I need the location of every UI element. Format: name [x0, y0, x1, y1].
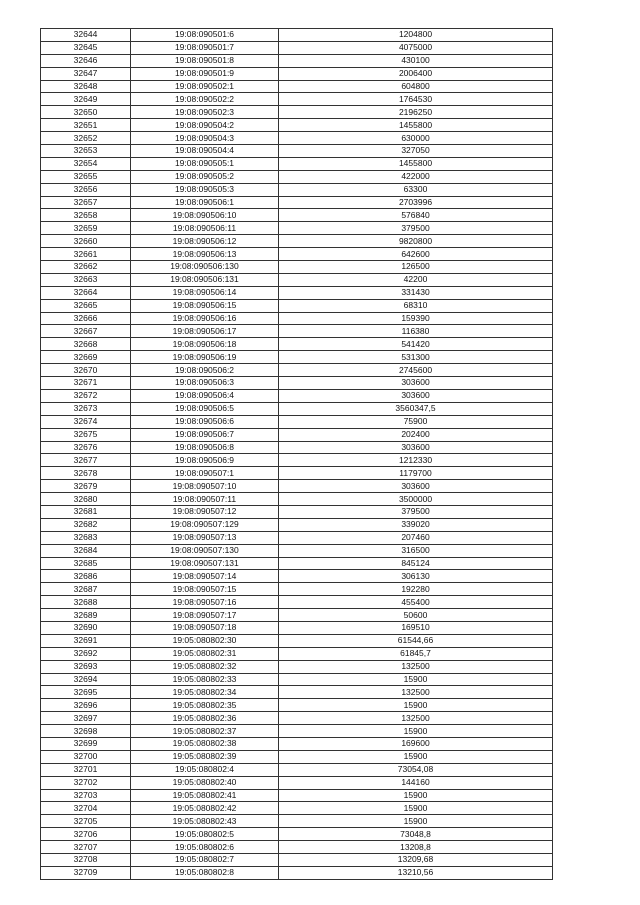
cadastral-number-cell: 19:05:080802:33 — [131, 673, 279, 686]
table-row — [41, 209, 553, 222]
row-number-cell: 32675 — [41, 428, 131, 441]
row-number-cell: 32662 — [41, 261, 131, 274]
cadastral-number-cell: 19:05:080802:41 — [131, 789, 279, 802]
table-row — [41, 480, 553, 493]
value-cell: 144160 — [279, 776, 553, 789]
row-number-cell: 32674 — [41, 415, 131, 428]
row-number-cell: 32693 — [41, 660, 131, 673]
row-number-cell: 32673 — [41, 402, 131, 415]
value-cell: 9820800 — [279, 235, 553, 248]
value-cell: 126500 — [279, 261, 553, 274]
row-number-cell: 32663 — [41, 273, 131, 286]
table-row — [41, 660, 553, 673]
table-row — [41, 815, 553, 828]
cadastral-number-cell: 19:08:090504:4 — [131, 145, 279, 158]
row-number-cell: 32649 — [41, 93, 131, 106]
table-row — [41, 828, 553, 841]
table-row — [41, 441, 553, 454]
cadastral-number-cell: 19:08:090506:2 — [131, 364, 279, 377]
cadastral-number-cell: 19:08:090507:14 — [131, 570, 279, 583]
cadastral-number-cell: 19:08:090506:3 — [131, 377, 279, 390]
cadastral-number-cell: 19:08:090506:15 — [131, 299, 279, 312]
row-number-cell: 32684 — [41, 544, 131, 557]
value-cell: 642600 — [279, 248, 553, 261]
row-number-cell: 32705 — [41, 815, 131, 828]
row-number-cell: 32653 — [41, 145, 131, 158]
value-cell: 1455800 — [279, 119, 553, 132]
row-number-cell: 32703 — [41, 789, 131, 802]
value-cell: 61845,7 — [279, 647, 553, 660]
row-number-cell: 32658 — [41, 209, 131, 222]
table-row — [41, 132, 553, 145]
row-number-cell: 32651 — [41, 119, 131, 132]
cadastral-number-cell: 19:08:090507:12 — [131, 505, 279, 518]
table-row — [41, 686, 553, 699]
table-row — [41, 299, 553, 312]
table-row — [41, 712, 553, 725]
cadastral-number-cell: 19:08:090506:6 — [131, 415, 279, 428]
cadastral-number-cell: 19:08:090507:15 — [131, 583, 279, 596]
row-number-cell: 32706 — [41, 828, 131, 841]
table-row — [41, 67, 553, 80]
table-row — [41, 428, 553, 441]
cadastral-number-cell: 19:08:090502:2 — [131, 93, 279, 106]
table-body — [41, 29, 553, 880]
table-row — [41, 93, 553, 106]
value-cell: 202400 — [279, 428, 553, 441]
row-number-cell: 32679 — [41, 480, 131, 493]
row-number-cell: 32661 — [41, 248, 131, 261]
cadastral-number-cell: 19:08:090506:10 — [131, 209, 279, 222]
row-number-cell: 32652 — [41, 132, 131, 145]
table-row — [41, 364, 553, 377]
cadastral-number-cell: 19:08:090504:3 — [131, 132, 279, 145]
value-cell: 132500 — [279, 660, 553, 673]
cadastral-value-table — [40, 28, 553, 880]
table-row — [41, 41, 553, 54]
value-cell: 73048,8 — [279, 828, 553, 841]
table-row — [41, 235, 553, 248]
cadastral-number-cell: 19:08:090506:130 — [131, 261, 279, 274]
row-number-cell: 32702 — [41, 776, 131, 789]
cadastral-number-cell: 19:05:080802:40 — [131, 776, 279, 789]
table-row — [41, 634, 553, 647]
row-number-cell: 32669 — [41, 351, 131, 364]
value-cell: 379500 — [279, 505, 553, 518]
value-cell: 68310 — [279, 299, 553, 312]
cadastral-number-cell: 19:08:090501:6 — [131, 29, 279, 42]
value-cell: 50600 — [279, 609, 553, 622]
table-row — [41, 106, 553, 119]
value-cell: 15900 — [279, 750, 553, 763]
table-row — [41, 157, 553, 170]
row-number-cell: 32656 — [41, 183, 131, 196]
value-cell: 1212330 — [279, 454, 553, 467]
table-row — [41, 286, 553, 299]
value-cell: 630000 — [279, 132, 553, 145]
table-row — [41, 145, 553, 158]
cadastral-number-cell: 19:08:090505:2 — [131, 170, 279, 183]
value-cell: 75900 — [279, 415, 553, 428]
cadastral-number-cell: 19:05:080802:4 — [131, 763, 279, 776]
value-cell: 1455800 — [279, 157, 553, 170]
row-number-cell: 32682 — [41, 518, 131, 531]
row-number-cell: 32707 — [41, 841, 131, 854]
row-number-cell: 32691 — [41, 634, 131, 647]
value-cell: 169510 — [279, 621, 553, 634]
table-row — [41, 248, 553, 261]
cadastral-number-cell: 19:08:090506:14 — [131, 286, 279, 299]
table-row — [41, 802, 553, 815]
table-row — [41, 725, 553, 738]
table-row — [41, 737, 553, 750]
cadastral-number-cell: 19:08:090507:1 — [131, 467, 279, 480]
row-number-cell: 32688 — [41, 596, 131, 609]
table-row — [41, 170, 553, 183]
row-number-cell: 32681 — [41, 505, 131, 518]
cadastral-number-cell: 19:08:090501:9 — [131, 67, 279, 80]
cadastral-number-cell: 19:05:080802:39 — [131, 750, 279, 763]
row-number-cell: 32676 — [41, 441, 131, 454]
row-number-cell: 32648 — [41, 80, 131, 93]
cadastral-number-cell: 19:08:090506:18 — [131, 338, 279, 351]
value-cell: 303600 — [279, 389, 553, 402]
table-row — [41, 338, 553, 351]
value-cell: 430100 — [279, 54, 553, 67]
table-row — [41, 415, 553, 428]
row-number-cell: 32665 — [41, 299, 131, 312]
row-number-cell: 32646 — [41, 54, 131, 67]
cadastral-number-cell: 19:05:080802:37 — [131, 725, 279, 738]
cadastral-number-cell: 19:05:080802:38 — [131, 737, 279, 750]
row-number-cell: 32667 — [41, 325, 131, 338]
cadastral-number-cell: 19:05:080802:36 — [131, 712, 279, 725]
row-number-cell: 32644 — [41, 29, 131, 42]
row-number-cell: 32650 — [41, 106, 131, 119]
value-cell: 132500 — [279, 712, 553, 725]
row-number-cell: 32694 — [41, 673, 131, 686]
row-number-cell: 32704 — [41, 802, 131, 815]
table-row — [41, 389, 553, 402]
row-number-cell: 32700 — [41, 750, 131, 763]
row-number-cell: 32666 — [41, 312, 131, 325]
table-row — [41, 647, 553, 660]
value-cell: 541420 — [279, 338, 553, 351]
cadastral-number-cell: 19:08:090506:16 — [131, 312, 279, 325]
value-cell: 159390 — [279, 312, 553, 325]
cadastral-number-cell: 19:08:090506:9 — [131, 454, 279, 467]
table-row — [41, 750, 553, 763]
value-cell: 422000 — [279, 170, 553, 183]
value-cell: 331430 — [279, 286, 553, 299]
table-row — [41, 570, 553, 583]
value-cell: 3560347,5 — [279, 402, 553, 415]
row-number-cell: 32680 — [41, 493, 131, 506]
table-row — [41, 699, 553, 712]
value-cell: 2006400 — [279, 67, 553, 80]
table-row — [41, 557, 553, 570]
table-row — [41, 54, 553, 67]
table-row — [41, 596, 553, 609]
row-number-cell: 32677 — [41, 454, 131, 467]
table-row — [41, 505, 553, 518]
table-row — [41, 789, 553, 802]
cadastral-number-cell: 19:05:080802:43 — [131, 815, 279, 828]
table-row — [41, 493, 553, 506]
cadastral-number-cell: 19:08:090507:17 — [131, 609, 279, 622]
row-number-cell: 32689 — [41, 609, 131, 622]
value-cell: 1204800 — [279, 29, 553, 42]
table-row — [41, 183, 553, 196]
value-cell: 2703996 — [279, 196, 553, 209]
cadastral-number-cell: 19:05:080802:6 — [131, 841, 279, 854]
row-number-cell: 32657 — [41, 196, 131, 209]
row-number-cell: 32645 — [41, 41, 131, 54]
row-number-cell: 32654 — [41, 157, 131, 170]
value-cell: 303600 — [279, 377, 553, 390]
value-cell: 192280 — [279, 583, 553, 596]
cadastral-number-cell: 19:08:090506:1 — [131, 196, 279, 209]
table-row — [41, 351, 553, 364]
cadastral-number-cell: 19:08:090506:5 — [131, 402, 279, 415]
cadastral-number-cell: 19:08:090507:10 — [131, 480, 279, 493]
value-cell: 604800 — [279, 80, 553, 93]
table-row — [41, 673, 553, 686]
value-cell: 303600 — [279, 441, 553, 454]
table-row — [41, 544, 553, 557]
cadastral-number-cell: 19:08:090507:16 — [131, 596, 279, 609]
cadastral-number-cell: 19:05:080802:31 — [131, 647, 279, 660]
cadastral-number-cell: 19:08:090507:11 — [131, 493, 279, 506]
cadastral-number-cell: 19:08:090507:18 — [131, 621, 279, 634]
row-number-cell: 32671 — [41, 377, 131, 390]
value-cell: 1764530 — [279, 93, 553, 106]
value-cell: 15900 — [279, 673, 553, 686]
value-cell: 303600 — [279, 480, 553, 493]
value-cell: 531300 — [279, 351, 553, 364]
cadastral-number-cell: 19:08:090502:1 — [131, 80, 279, 93]
row-number-cell: 32683 — [41, 531, 131, 544]
value-cell: 845124 — [279, 557, 553, 570]
row-number-cell: 32698 — [41, 725, 131, 738]
table-row — [41, 454, 553, 467]
value-cell: 13210,56 — [279, 866, 553, 879]
row-number-cell: 32686 — [41, 570, 131, 583]
value-cell: 13209,68 — [279, 854, 553, 867]
value-cell: 2745600 — [279, 364, 553, 377]
table-row — [41, 273, 553, 286]
value-cell: 576840 — [279, 209, 553, 222]
row-number-cell: 32647 — [41, 67, 131, 80]
row-number-cell: 32692 — [41, 647, 131, 660]
cadastral-number-cell: 19:05:080802:5 — [131, 828, 279, 841]
row-number-cell: 32655 — [41, 170, 131, 183]
value-cell: 132500 — [279, 686, 553, 699]
row-number-cell: 32697 — [41, 712, 131, 725]
row-number-cell: 32678 — [41, 467, 131, 480]
table-row — [41, 776, 553, 789]
table-row — [41, 312, 553, 325]
table-row — [41, 196, 553, 209]
table-row — [41, 119, 553, 132]
table-row — [41, 854, 553, 867]
table-row — [41, 261, 553, 274]
cadastral-number-cell: 19:08:090506:11 — [131, 222, 279, 235]
value-cell: 15900 — [279, 789, 553, 802]
table-row — [41, 763, 553, 776]
cadastral-number-cell: 19:05:080802:30 — [131, 634, 279, 647]
value-cell: 379500 — [279, 222, 553, 235]
table-row — [41, 325, 553, 338]
table-row — [41, 583, 553, 596]
row-number-cell: 32708 — [41, 854, 131, 867]
cadastral-number-cell: 19:08:090507:13 — [131, 531, 279, 544]
table-row — [41, 222, 553, 235]
value-cell: 15900 — [279, 802, 553, 815]
value-cell: 15900 — [279, 815, 553, 828]
value-cell: 3500000 — [279, 493, 553, 506]
value-cell: 61544,66 — [279, 634, 553, 647]
table-row — [41, 80, 553, 93]
table-row — [41, 609, 553, 622]
row-number-cell: 32659 — [41, 222, 131, 235]
value-cell: 116380 — [279, 325, 553, 338]
table-row — [41, 29, 553, 42]
table-row — [41, 531, 553, 544]
cadastral-number-cell: 19:08:090506:12 — [131, 235, 279, 248]
cadastral-number-cell: 19:05:080802:8 — [131, 866, 279, 879]
value-cell: 1179700 — [279, 467, 553, 480]
value-cell: 15900 — [279, 725, 553, 738]
row-number-cell: 32696 — [41, 699, 131, 712]
cadastral-number-cell: 19:05:080802:7 — [131, 854, 279, 867]
value-cell: 327050 — [279, 145, 553, 158]
row-number-cell: 32709 — [41, 866, 131, 879]
cadastral-number-cell: 19:08:090506:19 — [131, 351, 279, 364]
cadastral-number-cell: 19:08:090506:13 — [131, 248, 279, 261]
cadastral-number-cell: 19:08:090501:8 — [131, 54, 279, 67]
row-number-cell: 32660 — [41, 235, 131, 248]
row-number-cell: 32685 — [41, 557, 131, 570]
row-number-cell: 32672 — [41, 389, 131, 402]
table-row — [41, 402, 553, 415]
value-cell: 169600 — [279, 737, 553, 750]
row-number-cell: 32668 — [41, 338, 131, 351]
value-cell: 13208,8 — [279, 841, 553, 854]
table-row — [41, 866, 553, 879]
cadastral-number-cell: 19:08:090506:7 — [131, 428, 279, 441]
value-cell: 306130 — [279, 570, 553, 583]
value-cell: 316500 — [279, 544, 553, 557]
value-cell: 73054,08 — [279, 763, 553, 776]
value-cell: 63300 — [279, 183, 553, 196]
row-number-cell: 32690 — [41, 621, 131, 634]
value-cell: 2196250 — [279, 106, 553, 119]
cadastral-number-cell: 19:08:090501:7 — [131, 41, 279, 54]
cadastral-number-cell: 19:05:080802:32 — [131, 660, 279, 673]
cadastral-number-cell: 19:05:080802:35 — [131, 699, 279, 712]
table-row — [41, 377, 553, 390]
cadastral-number-cell: 19:08:090504:2 — [131, 119, 279, 132]
table-row — [41, 621, 553, 634]
row-number-cell: 32701 — [41, 763, 131, 776]
row-number-cell: 32699 — [41, 737, 131, 750]
cadastral-number-cell: 19:08:090502:3 — [131, 106, 279, 119]
value-cell: 207460 — [279, 531, 553, 544]
row-number-cell: 32695 — [41, 686, 131, 699]
value-cell: 339020 — [279, 518, 553, 531]
cadastral-number-cell: 19:08:090505:3 — [131, 183, 279, 196]
cadastral-number-cell: 19:05:080802:34 — [131, 686, 279, 699]
table-row — [41, 841, 553, 854]
cadastral-number-cell: 19:08:090505:1 — [131, 157, 279, 170]
value-cell: 455400 — [279, 596, 553, 609]
cadastral-number-cell: 19:08:090506:8 — [131, 441, 279, 454]
cadastral-number-cell: 19:08:090507:130 — [131, 544, 279, 557]
value-cell: 4075000 — [279, 41, 553, 54]
row-number-cell: 32687 — [41, 583, 131, 596]
cadastral-number-cell: 19:08:090506:131 — [131, 273, 279, 286]
value-cell: 42200 — [279, 273, 553, 286]
cadastral-number-cell: 19:08:090507:131 — [131, 557, 279, 570]
table-row — [41, 467, 553, 480]
cadastral-number-cell: 19:08:090506:17 — [131, 325, 279, 338]
cadastral-number-cell: 19:08:090507:129 — [131, 518, 279, 531]
table-row — [41, 518, 553, 531]
cadastral-number-cell: 19:08:090506:4 — [131, 389, 279, 402]
row-number-cell: 32664 — [41, 286, 131, 299]
row-number-cell: 32670 — [41, 364, 131, 377]
value-cell: 15900 — [279, 699, 553, 712]
cadastral-number-cell: 19:05:080802:42 — [131, 802, 279, 815]
